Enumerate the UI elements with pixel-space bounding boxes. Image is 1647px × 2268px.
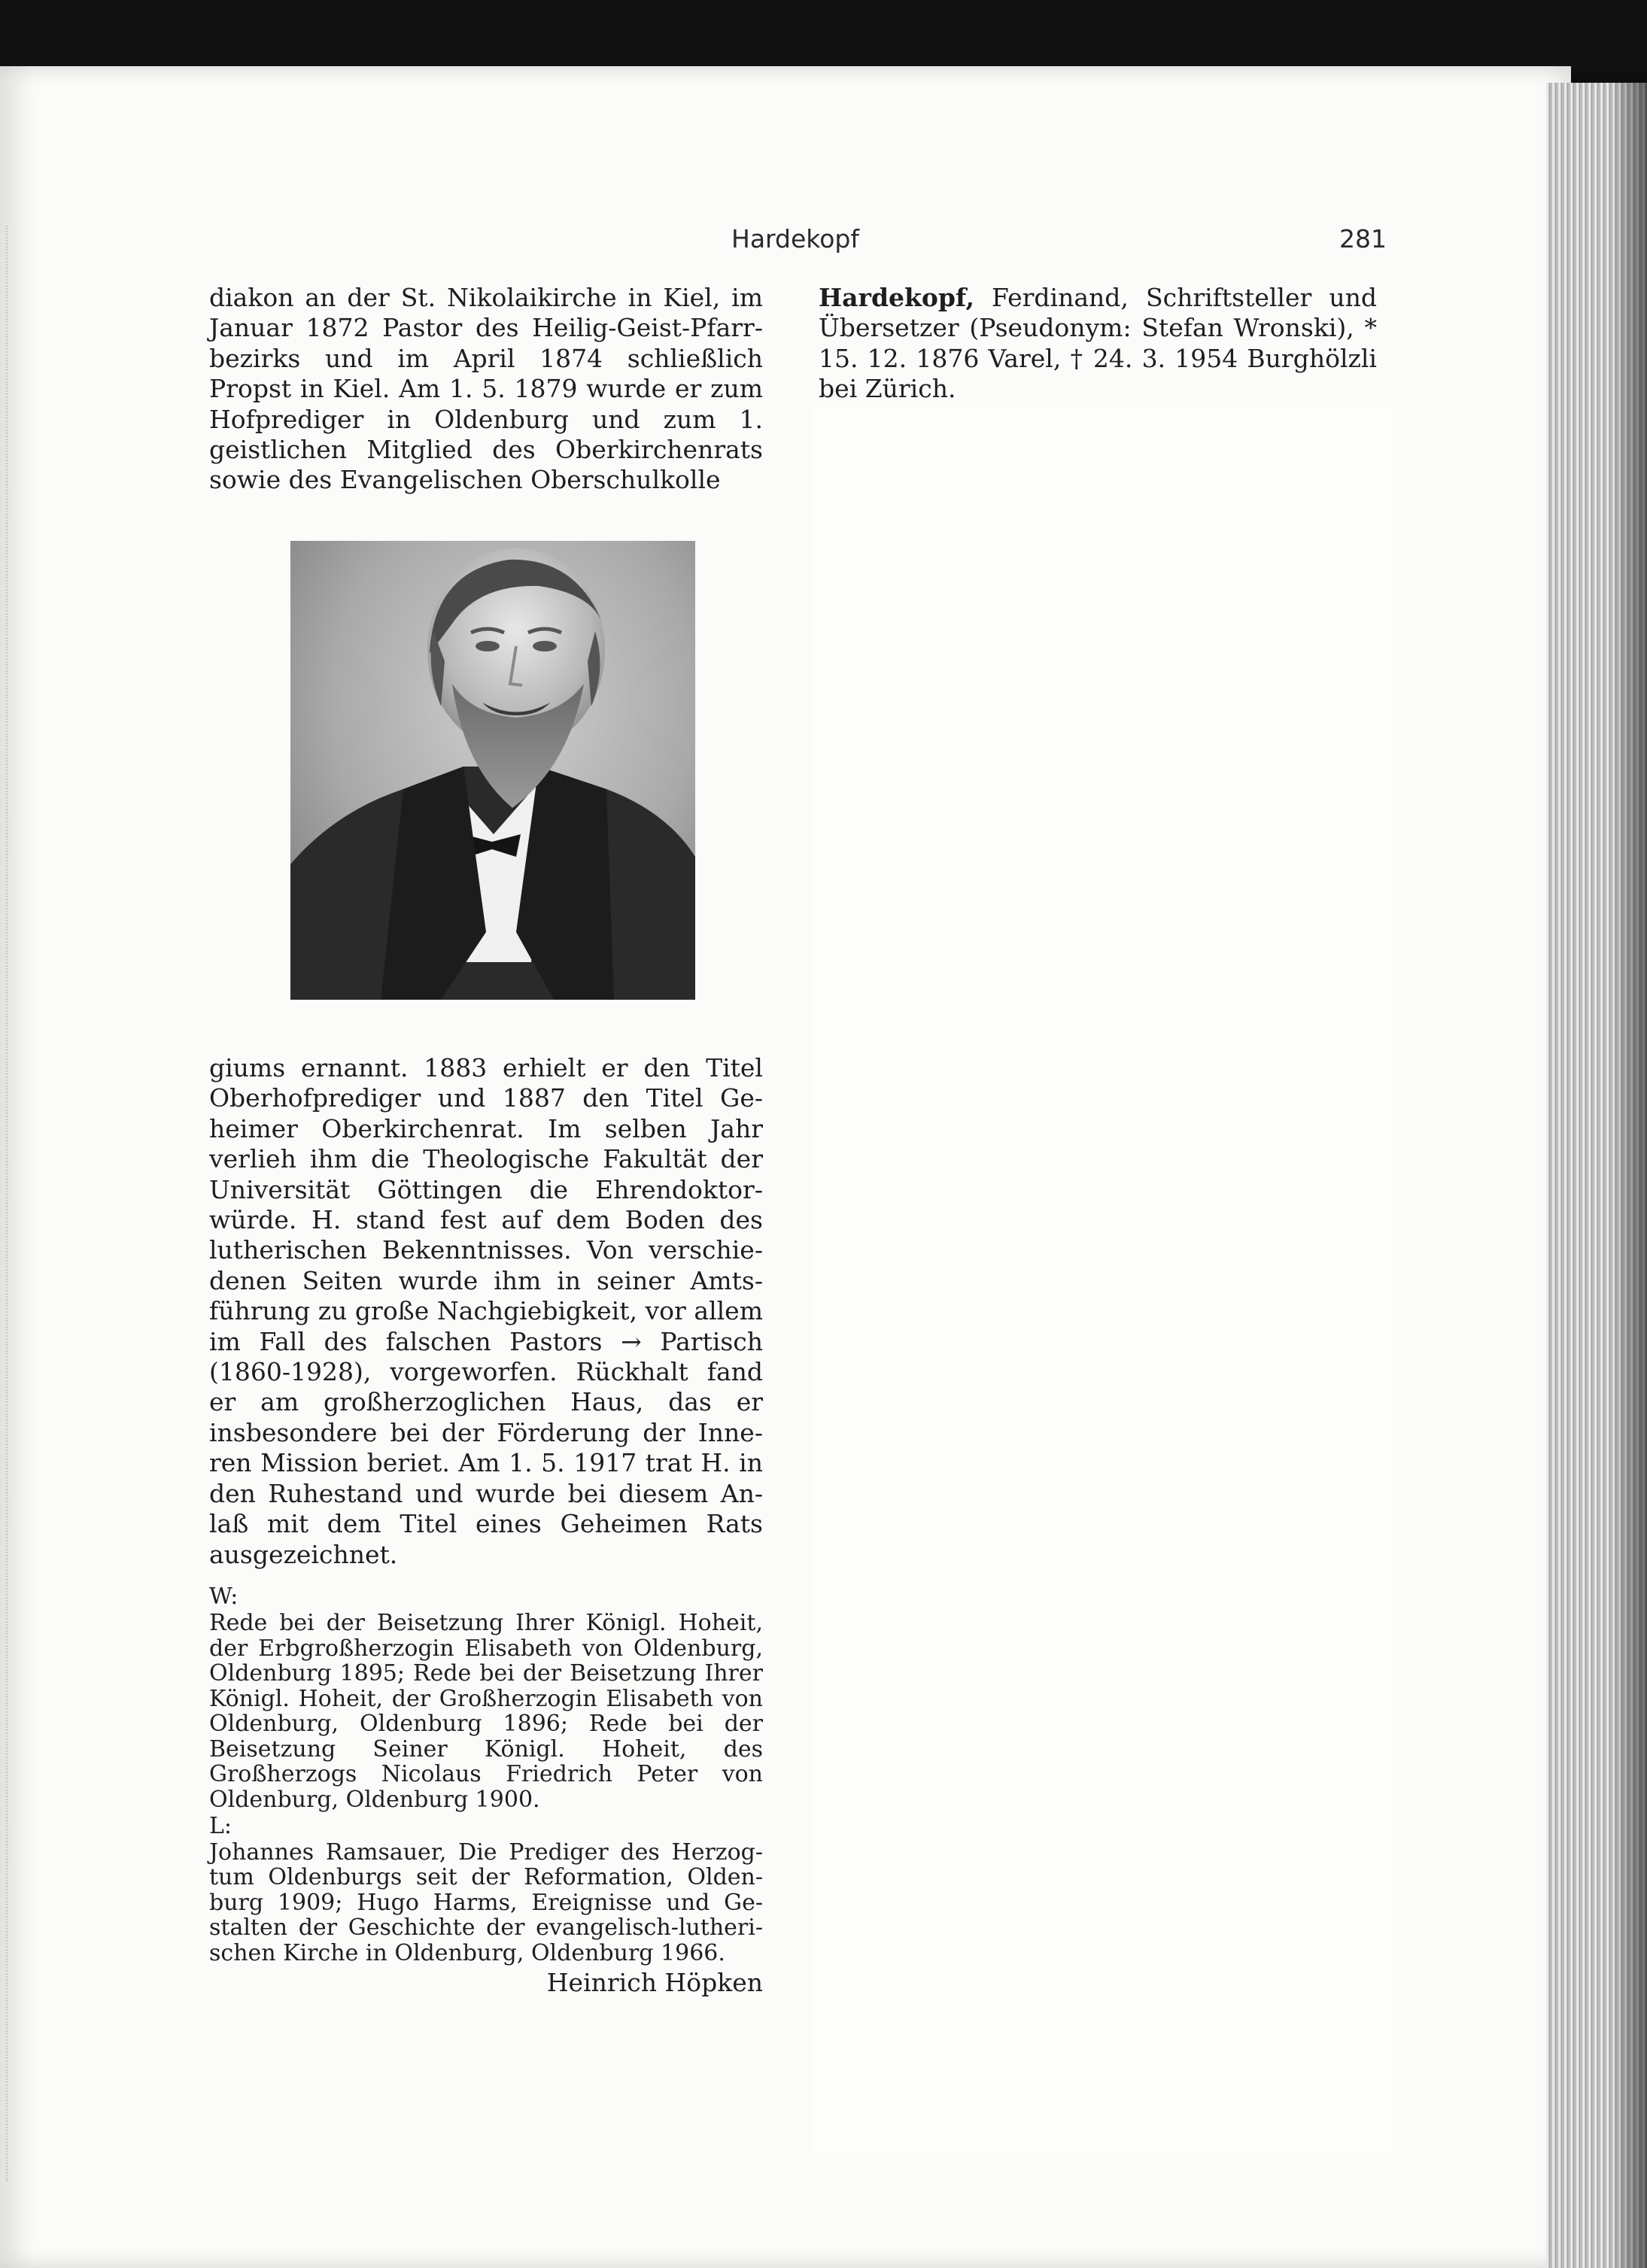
entry-headword: Hardekopf,	[819, 283, 974, 312]
body-paragraph-bottom: giums ernannt. 1883 erhielt er den Titel Oberhofprediger und 1887 den Titel Geheimer Oberkirchenrat. Im selben Jahr verlieh ihm die Theologische Fakultät der Universität Göttingen die Ehrendoktorwürde. H. stand fest auf dem Boden des lutherischen Bekenntnisses. Von verschiedenen Seiten wurde ihm in seiner Amtsführung zu große Nachgiebigkeit, vor allem im Fall des falschen Pastors → Partisch (1860-1928), vorgeworfen. Rückhalt fand er am großherzoglichen Haus, das er insbesondere bei der Förderung der Inneren Mission beriet. Am 1. 5. 1917 trat H. in den Ruhestand und wurde bei diesem Anlaß mit dem Titel eines Geheimen Rats ausgezeichnet.	[209, 1053, 763, 1569]
author-signature: Heinrich Höpken	[546, 1967, 763, 1997]
running-head-title: Hardekopf	[731, 224, 859, 254]
portrait-photo-image	[290, 541, 695, 1000]
literature-list: Johannes Ramsauer, Die Prediger des Herzogtum Oldenburgs seit der Reformation, Oldenburg 1909; Hugo Harms, Ereignisse und Gestalten der Geschichte der evangelisch-lutherischen Kirche in Oldenburg, Oldenburg 1966.	[209, 1838, 763, 1967]
portrait-photo	[290, 541, 695, 1000]
page-edge-shadow	[1610, 83, 1647, 2268]
works-list: Rede bei der Beisetzung Ihrer Königl. Hoheit, der Erbgroßherzogin Elisabeth von Oldenburg, Oldenburg 1895; Rede bei der Beisetzung Ihrer Königl. Hoheit, der Großherzogin Elisabeth von Oldenburg, Oldenburg 1896; Rede bei der Beisetzung Seiner Königl. Hoheit, des Großherzogs Nicolaus Friedrich Peter von Oldenburg, Oldenburg 1900.	[209, 1609, 763, 1814]
literature-label: L:	[209, 1812, 232, 1839]
entry-paragraph	[819, 283, 1377, 405]
works-label: W:	[209, 1583, 239, 1610]
page-gutter	[6, 226, 38, 2181]
left-column-bottom	[209, 1053, 763, 1998]
page-number: 281	[1339, 224, 1387, 254]
blank-column-area	[813, 406, 1392, 2151]
scan-background-top	[0, 0, 1647, 72]
right-column	[819, 283, 1377, 405]
left-column-top	[209, 283, 763, 496]
body-paragraph-top: diakon an der St. Nikolaikirche in Kiel, im Januar 1872 Pastor des Heilig-Geist-Pfarrbezirks und im April 1874 schließlich Propst in Kiel. Am 1. 5. 1879 wurde er zum Hofprediger in Oldenburg und zum 1. geistlichen Mitglied des Oberkirchenrats sowie des Evangelischen Oberschulkolle	[209, 283, 763, 495]
entry-text: Ferdinand, Schriftsteller und Übersetzer (Pseudonym: Stefan Wronski), * 15. 12. 1876 Varel, † 24. 3. 1954 Burghölzli bei Zürich.	[819, 283, 1377, 404]
